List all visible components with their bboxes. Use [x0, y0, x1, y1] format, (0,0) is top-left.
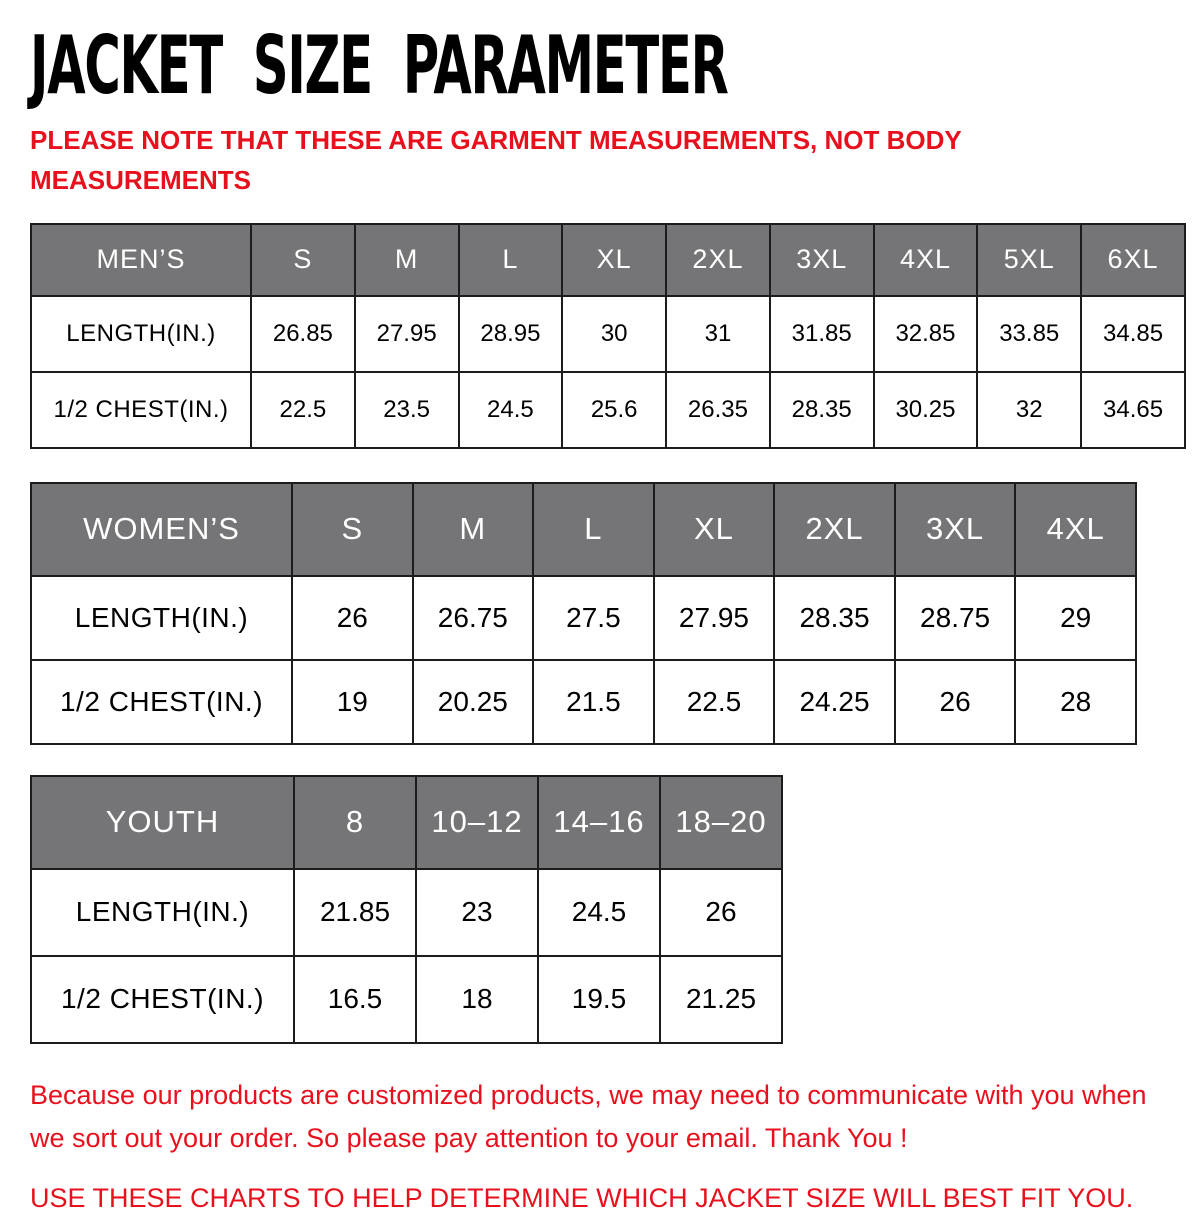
value-cell: 27.5	[533, 576, 654, 660]
customization-communication-note: Because our products are customized products, we may need to communicate with you when we sort out your order. So please pay attention to your email. Thank You !	[30, 1079, 1147, 1153]
size-header-cell: 3XL	[770, 224, 874, 296]
value-cell: 28.75	[895, 576, 1016, 660]
value-cell: 30.25	[874, 372, 978, 448]
value-cell: 19.5	[538, 956, 660, 1043]
value-cell: 28.35	[770, 372, 874, 448]
value-cell: 28.95	[459, 296, 563, 372]
size-header-cell: 10–12	[416, 776, 538, 869]
value-cell: 21.5	[533, 660, 654, 744]
value-cell: 25.6	[562, 372, 666, 448]
youth-size-table	[30, 775, 783, 1044]
size-header-cell: M	[355, 224, 459, 296]
value-cell: 34.65	[1081, 372, 1185, 448]
size-header-cell: 2XL	[666, 224, 770, 296]
size-header-cell: 5XL	[977, 224, 1081, 296]
row-label-cell: 1/2 CHEST(IN.)	[31, 956, 294, 1043]
value-cell: 31	[666, 296, 770, 372]
mens-size-table	[30, 223, 1186, 449]
womens-size-table	[30, 482, 1137, 745]
value-cell: 32	[977, 372, 1081, 448]
row-label-cell: 1/2 CHEST(IN.)	[31, 372, 251, 448]
size-header-cell: 4XL	[874, 224, 978, 296]
value-cell: 23.5	[355, 372, 459, 448]
value-cell: 19	[292, 660, 413, 744]
value-cell: 21.25	[660, 956, 782, 1043]
value-cell: 33.85	[977, 296, 1081, 372]
size-header-cell: 6XL	[1081, 224, 1185, 296]
value-cell: 27.95	[654, 576, 775, 660]
value-cell: 31.85	[770, 296, 874, 372]
value-cell: 23	[416, 869, 538, 956]
size-header-cell: 2XL	[774, 483, 895, 576]
value-cell: 26.85	[251, 296, 355, 372]
size-header-cell: 18–20	[660, 776, 782, 869]
value-cell: 26.75	[413, 576, 534, 660]
size-header-cell: L	[533, 483, 654, 576]
size-header-cell: XL	[562, 224, 666, 296]
row-label-cell: LENGTH(IN.)	[31, 576, 292, 660]
size-header-cell: XL	[654, 483, 775, 576]
size-header-cell: 3XL	[895, 483, 1016, 576]
row-label-cell: LENGTH(IN.)	[31, 869, 294, 956]
row-label-cell: 1/2 CHEST(IN.)	[31, 660, 292, 744]
size-header-cell: 4XL	[1015, 483, 1136, 576]
value-cell: 32.85	[874, 296, 978, 372]
size-header-cell: S	[251, 224, 355, 296]
page-title: JACKET SIZE PARAMETER	[30, 19, 728, 112]
row-label-cell: LENGTH(IN.)	[31, 296, 251, 372]
value-cell: 22.5	[654, 660, 775, 744]
garment-measurement-note: PLEASE NOTE THAT THESE ARE GARMENT MEASUREMENTS, NOT BODY MEASUREMENTS	[30, 125, 962, 196]
value-cell: 26.35	[666, 372, 770, 448]
value-cell: 30	[562, 296, 666, 372]
value-cell: 21.85	[294, 869, 416, 956]
value-cell: 22.5	[251, 372, 355, 448]
value-cell: 27.95	[355, 296, 459, 372]
table-title-cell: MEN’S	[31, 224, 251, 296]
table-title-cell: YOUTH	[31, 776, 294, 869]
value-cell: 24.5	[459, 372, 563, 448]
value-cell: 18	[416, 956, 538, 1043]
size-header-cell: S	[292, 483, 413, 576]
value-cell: 26	[660, 869, 782, 956]
value-cell: 16.5	[294, 956, 416, 1043]
value-cell: 29	[1015, 576, 1136, 660]
value-cell: 24.25	[774, 660, 895, 744]
fit-advice-note: USE THESE CHARTS TO HELP DETERMINE WHICH JACKET SIZE WILL BEST FIT YOU.	[30, 1182, 1134, 1213]
value-cell: 26	[292, 576, 413, 660]
table-title-cell: WOMEN’S	[31, 483, 292, 576]
value-cell: 28	[1015, 660, 1136, 744]
size-header-cell: 14–16	[538, 776, 660, 869]
value-cell: 24.5	[538, 869, 660, 956]
size-header-cell: M	[413, 483, 534, 576]
value-cell: 28.35	[774, 576, 895, 660]
size-header-cell: L	[459, 224, 563, 296]
value-cell: 26	[895, 660, 1016, 744]
value-cell: 20.25	[413, 660, 534, 744]
size-header-cell: 8	[294, 776, 416, 869]
value-cell: 34.85	[1081, 296, 1185, 372]
